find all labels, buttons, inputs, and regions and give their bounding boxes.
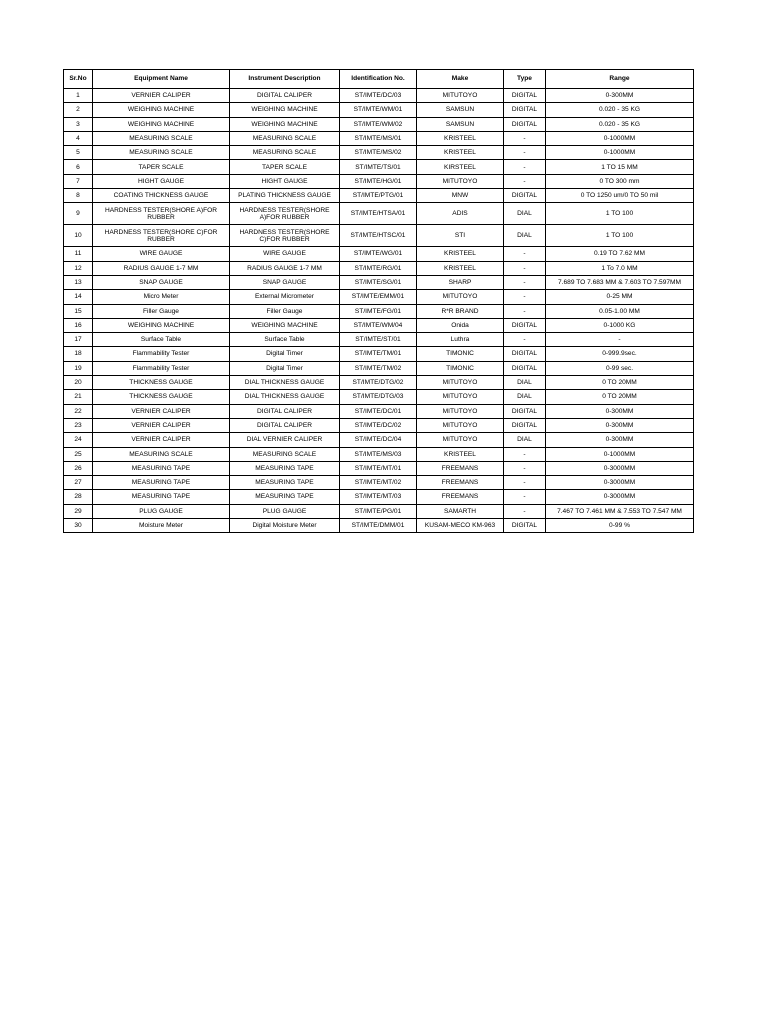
cell-make: FREEMANS [417,490,504,504]
cell-range: 7.467 TO 7.461 MM & 7.553 TO 7.547 MM [546,504,694,518]
cell-make: FREEMANS [417,476,504,490]
cell-instrument-description: DIGITAL CALIPER [230,418,340,432]
cell-equipment-name: HARDNESS TESTER(SHORE A)FOR RUBBER [93,203,230,225]
cell-range: 1 TO 100 [546,203,694,225]
cell-range: 1 TO 15 MM [546,160,694,174]
cell-make: MNW [417,189,504,203]
header-identification-no: Identification No. [340,70,417,89]
cell-identification-no: ST/IMTE/DMM/01 [340,519,417,533]
cell-range: 0-300MM [546,404,694,418]
table-row [64,376,694,390]
cell-make: SAMSUN [417,117,504,131]
cell-range: 0-99 sec. [546,361,694,375]
cell-sr-no: 23 [64,418,93,432]
cell-make: KRISTEEL [417,261,504,275]
table-row [64,160,694,174]
cell-range: 0-25 MM [546,290,694,304]
table-row [64,290,694,304]
cell-make: KIRSTEEL [417,160,504,174]
cell-identification-no: ST/IMTE/FG/01 [340,304,417,318]
cell-instrument-description: WEIGHING MACHINE [230,103,340,117]
cell-make: TIMONIC [417,347,504,361]
cell-instrument-description: MEASURING TAPE [230,461,340,475]
cell-type: - [504,174,546,188]
cell-instrument-description: Filler Gauge [230,304,340,318]
cell-make: MITUTOYO [417,376,504,390]
cell-instrument-description: MEASURING SCALE [230,146,340,160]
table-header [64,70,694,89]
cell-sr-no: 19 [64,361,93,375]
cell-sr-no: 20 [64,376,93,390]
cell-type: DIGITAL [504,189,546,203]
table-row [64,261,694,275]
cell-identification-no: ST/IMTE/EMM/01 [340,290,417,304]
cell-make: MITUTOYO [417,418,504,432]
cell-sr-no: 18 [64,347,93,361]
cell-instrument-description: DIGITAL CALIPER [230,404,340,418]
cell-instrument-description: MEASURING SCALE [230,447,340,461]
cell-identification-no: ST/IMTE/WM/01 [340,103,417,117]
cell-make: MITUTOYO [417,89,504,103]
cell-equipment-name: WEIGHING MACHINE [93,117,230,131]
cell-equipment-name: Moisture Meter [93,519,230,533]
cell-range: 0 TO 20MM [546,376,694,390]
cell-make: STI [417,225,504,247]
cell-sr-no: 13 [64,275,93,289]
cell-type: - [504,461,546,475]
table-row [64,461,694,475]
cell-equipment-name: MEASURING TAPE [93,490,230,504]
table-row [64,146,694,160]
table-row [64,225,694,247]
cell-sr-no: 16 [64,318,93,332]
cell-identification-no: ST/IMTE/DC/01 [340,404,417,418]
cell-range: 0.020 - 35 KG [546,117,694,131]
cell-type: - [504,447,546,461]
cell-equipment-name: WIRE GAUGE [93,247,230,261]
cell-sr-no: 27 [64,476,93,490]
cell-make: Onida [417,318,504,332]
cell-type: - [504,131,546,145]
cell-sr-no: 29 [64,504,93,518]
table-row [64,89,694,103]
table-row [64,131,694,145]
cell-instrument-description: Digital Timer [230,347,340,361]
table-row [64,361,694,375]
cell-equipment-name: MEASURING SCALE [93,146,230,160]
cell-equipment-name: MEASURING TAPE [93,461,230,475]
cell-type: DIGITAL [504,103,546,117]
cell-range: 0 TO 1250 um/0 TO 50 mil [546,189,694,203]
cell-make: MITUTOYO [417,290,504,304]
cell-make: MITUTOYO [417,390,504,404]
table-row [64,247,694,261]
cell-equipment-name: THICKNESS GAUGE [93,390,230,404]
cell-identification-no: ST/IMTE/MT/02 [340,476,417,490]
cell-range: 1 TO 100 [546,225,694,247]
cell-type: - [504,160,546,174]
cell-equipment-name: Surface Table [93,333,230,347]
cell-identification-no: ST/IMTE/HTSA/01 [340,203,417,225]
cell-make: Luthra [417,333,504,347]
table-row [64,103,694,117]
cell-sr-no: 3 [64,117,93,131]
cell-equipment-name: WEIGHING MACHINE [93,318,230,332]
cell-range: 0-1000 KG [546,318,694,332]
cell-instrument-description: TAPER SCALE [230,160,340,174]
table-row [64,504,694,518]
cell-instrument-description: MEASURING TAPE [230,490,340,504]
cell-identification-no: ST/IMTE/HTSC/01 [340,225,417,247]
cell-type: - [504,476,546,490]
cell-instrument-description: WEIGHING MACHINE [230,318,340,332]
cell-equipment-name: HARDNESS TESTER(SHORE C)FOR RUBBER [93,225,230,247]
cell-identification-no: ST/IMTE/TM/02 [340,361,417,375]
cell-type: DIAL [504,376,546,390]
cell-instrument-description: Surface Table [230,333,340,347]
cell-sr-no: 7 [64,174,93,188]
cell-sr-no: 4 [64,131,93,145]
cell-sr-no: 26 [64,461,93,475]
cell-type: DIGITAL [504,418,546,432]
cell-make: R*R BRAND [417,304,504,318]
cell-equipment-name: MEASURING SCALE [93,447,230,461]
cell-instrument-description: RADIUS GAUGE 1-7 MM [230,261,340,275]
header-make: Make [417,70,504,89]
table-row [64,519,694,533]
instrument-table [63,69,694,533]
cell-instrument-description: DIAL VERNIER CALIPER [230,433,340,447]
cell-type: - [504,275,546,289]
cell-range: 0-3000MM [546,461,694,475]
cell-instrument-description: WEIGHING MACHINE [230,117,340,131]
cell-instrument-description: HARDNESS TESTER(SHORE C)FOR RUBBER [230,225,340,247]
cell-range: 0.19 TO 7.62 MM [546,247,694,261]
cell-equipment-name: MEASURING SCALE [93,131,230,145]
cell-make: MITUTOYO [417,404,504,418]
cell-equipment-name: VERNIER CALIPER [93,418,230,432]
cell-make: KRISTEEL [417,131,504,145]
cell-make: MITUTOYO [417,174,504,188]
cell-type: - [504,333,546,347]
cell-type: - [504,304,546,318]
cell-sr-no: 24 [64,433,93,447]
cell-instrument-description: MEASURING TAPE [230,476,340,490]
cell-sr-no: 21 [64,390,93,404]
cell-equipment-name: Micro Meter [93,290,230,304]
cell-instrument-description: Digital Timer [230,361,340,375]
cell-equipment-name: WEIGHING MACHINE [93,103,230,117]
cell-identification-no: ST/IMTE/TS/01 [340,160,417,174]
cell-equipment-name: VERNIER CALIPER [93,433,230,447]
cell-type: DIGITAL [504,89,546,103]
header-row [64,70,694,89]
cell-make: TIMONIC [417,361,504,375]
cell-instrument-description: WIRE GAUGE [230,247,340,261]
table-row [64,447,694,461]
cell-range: 0-1000MM [546,131,694,145]
cell-identification-no: ST/IMTE/DC/04 [340,433,417,447]
cell-range: 0.05-1.00 MM [546,304,694,318]
cell-instrument-description: DIAL THICKNESS GAUGE [230,390,340,404]
instrument-register-sheet [63,69,693,533]
cell-identification-no: ST/IMTE/MS/01 [340,131,417,145]
cell-range: 0-300MM [546,433,694,447]
cell-identification-no: ST/IMTE/WG/01 [340,247,417,261]
cell-type: DIAL [504,390,546,404]
cell-identification-no: ST/IMTE/SG/01 [340,275,417,289]
cell-equipment-name: TAPER SCALE [93,160,230,174]
table-row [64,318,694,332]
cell-identification-no: ST/IMTE/HG/01 [340,174,417,188]
header-equipment-name: Equipment Name [93,70,230,89]
cell-type: - [504,247,546,261]
cell-type: - [504,504,546,518]
cell-sr-no: 5 [64,146,93,160]
cell-equipment-name: SNAP GAUGE [93,275,230,289]
cell-range: - [546,333,694,347]
table-row [64,304,694,318]
cell-instrument-description: DIAL THICKNESS GAUGE [230,376,340,390]
cell-equipment-name: Flammability Tester [93,347,230,361]
cell-range: 0 TO 300 mm [546,174,694,188]
cell-range: 0-1000MM [546,447,694,461]
cell-sr-no: 9 [64,203,93,225]
cell-instrument-description: DIGITAL CALIPER [230,89,340,103]
cell-instrument-description: Digital Moisture Meter [230,519,340,533]
table-row [64,433,694,447]
table-row [64,418,694,432]
cell-instrument-description: PLUG GAUGE [230,504,340,518]
cell-equipment-name: Filler Gauge [93,304,230,318]
cell-instrument-description: MEASURING SCALE [230,131,340,145]
cell-make: SHARP [417,275,504,289]
cell-equipment-name: THICKNESS GAUGE [93,376,230,390]
cell-make: KUSAM-MECO KM-963 [417,519,504,533]
cell-sr-no: 17 [64,333,93,347]
table-row [64,476,694,490]
cell-make: KRISTEEL [417,247,504,261]
cell-identification-no: ST/IMTE/DTG/03 [340,390,417,404]
cell-sr-no: 22 [64,404,93,418]
cell-make: ADIS [417,203,504,225]
cell-make: MITUTOYO [417,433,504,447]
header-range: Range [546,70,694,89]
cell-identification-no: ST/IMTE/MS/03 [340,447,417,461]
cell-sr-no: 11 [64,247,93,261]
cell-equipment-name: Flammability Tester [93,361,230,375]
cell-range: 0-999.9sec. [546,347,694,361]
cell-instrument-description: HARDNESS TESTER(SHORE A)FOR RUBBER [230,203,340,225]
cell-sr-no: 15 [64,304,93,318]
table-body [64,89,694,533]
cell-equipment-name: PLUG GAUGE [93,504,230,518]
cell-instrument-description: External Micrometer [230,290,340,304]
cell-range: 0 TO 20MM [546,390,694,404]
cell-equipment-name: HIGHT GAUGE [93,174,230,188]
table-row [64,347,694,361]
cell-type: DIGITAL [504,318,546,332]
cell-type: - [504,490,546,504]
cell-type: DIGITAL [504,404,546,418]
cell-sr-no: 2 [64,103,93,117]
cell-identification-no: ST/IMTE/WM/04 [340,318,417,332]
cell-range: 0-300MM [546,89,694,103]
cell-identification-no: ST/IMTE/WM/02 [340,117,417,131]
cell-sr-no: 12 [64,261,93,275]
table-row [64,275,694,289]
cell-identification-no: ST/IMTE/DTG/02 [340,376,417,390]
header-type: Type [504,70,546,89]
cell-sr-no: 10 [64,225,93,247]
cell-identification-no: ST/IMTE/MT/03 [340,490,417,504]
cell-identification-no: ST/IMTE/ST/01 [340,333,417,347]
cell-type: DIAL [504,225,546,247]
header-sr-no: Sr.No [64,70,93,89]
cell-identification-no: ST/IMTE/MT/01 [340,461,417,475]
cell-sr-no: 30 [64,519,93,533]
cell-range: 0.020 - 35 KG [546,103,694,117]
cell-equipment-name: MEASURING TAPE [93,476,230,490]
table-row [64,390,694,404]
table-row [64,490,694,504]
cell-make: KRISTEEL [417,146,504,160]
cell-identification-no: ST/IMTE/DC/02 [340,418,417,432]
cell-type: - [504,290,546,304]
cell-instrument-description: PLATING THICKNESS GAUGE [230,189,340,203]
cell-make: FREEMANS [417,461,504,475]
cell-make: SAMSUN [417,103,504,117]
cell-identification-no: ST/IMTE/PG/01 [340,504,417,518]
cell-range: 7.689 TO 7.683 MM & 7.603 TO 7.597MM [546,275,694,289]
cell-sr-no: 1 [64,89,93,103]
table-row [64,203,694,225]
cell-type: - [504,261,546,275]
cell-equipment-name: VERNIER CALIPER [93,89,230,103]
cell-identification-no: ST/IMTE/RG/01 [340,261,417,275]
cell-type: DIAL [504,433,546,447]
cell-type: DIGITAL [504,347,546,361]
table-row [64,189,694,203]
cell-type: DIGITAL [504,117,546,131]
cell-range: 0-300MM [546,418,694,432]
cell-sr-no: 25 [64,447,93,461]
cell-make: KRISTEEL [417,447,504,461]
cell-type: DIGITAL [504,361,546,375]
cell-range: 0-99 % [546,519,694,533]
cell-identification-no: ST/IMTE/PTG/01 [340,189,417,203]
cell-equipment-name: COATING THICKNESS GAUGE [93,189,230,203]
cell-sr-no: 28 [64,490,93,504]
cell-type: - [504,146,546,160]
cell-equipment-name: VERNIER CALIPER [93,404,230,418]
table-row [64,404,694,418]
table-row [64,117,694,131]
cell-equipment-name: RADIUS GAUGE 1-7 MM [93,261,230,275]
cell-identification-no: ST/IMTE/DC/03 [340,89,417,103]
cell-sr-no: 8 [64,189,93,203]
cell-type: DIAL [504,203,546,225]
cell-type: DIGITAL [504,519,546,533]
table-row [64,174,694,188]
cell-range: 1 To 7.0 MM [546,261,694,275]
cell-instrument-description: HIGHT GAUGE [230,174,340,188]
cell-sr-no: 6 [64,160,93,174]
cell-range: 0-3000MM [546,476,694,490]
cell-identification-no: ST/IMTE/TM/01 [340,347,417,361]
table-row [64,333,694,347]
header-instrument-description: Instrument Description [230,70,340,89]
cell-make: SAMARTH [417,504,504,518]
cell-instrument-description: SNAP GAUGE [230,275,340,289]
cell-range: 0-3000MM [546,490,694,504]
cell-identification-no: ST/IMTE/MS/02 [340,146,417,160]
cell-range: 0-1000MM [546,146,694,160]
cell-sr-no: 14 [64,290,93,304]
